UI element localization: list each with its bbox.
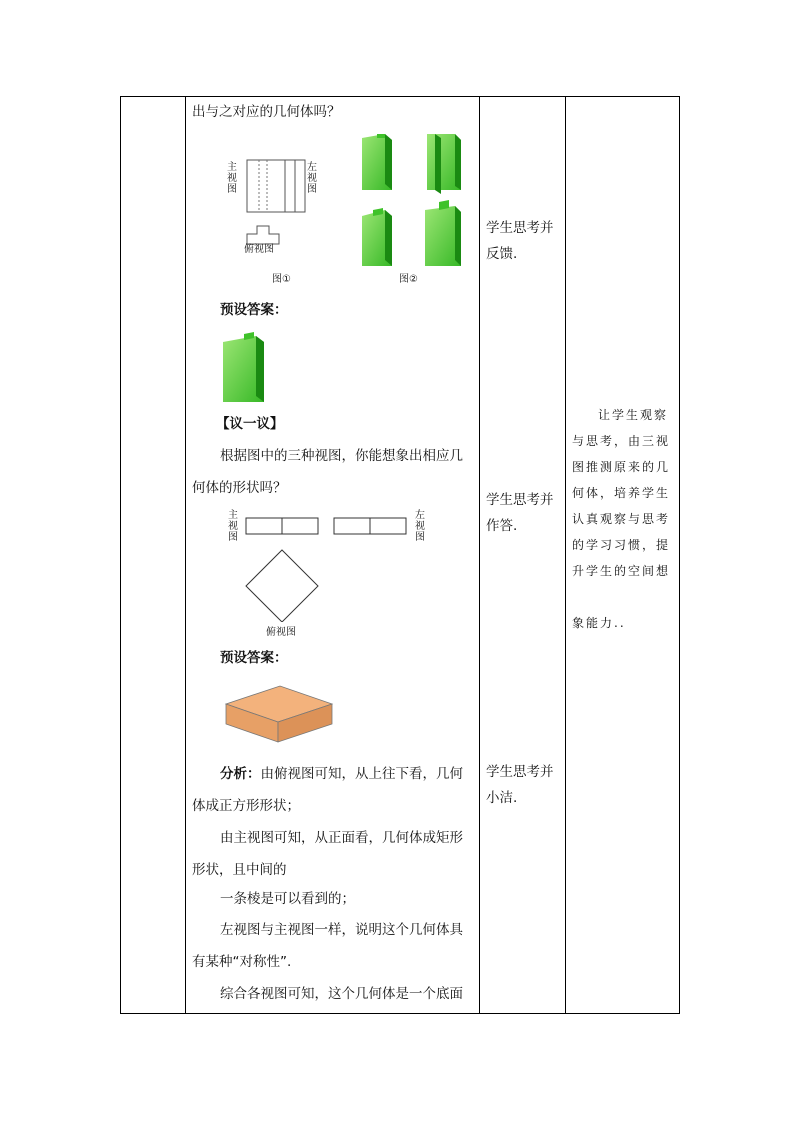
answer-solid <box>220 330 270 405</box>
intent-line4: 何体，培养学生 <box>572 486 671 500</box>
fig3-left-label: 左视图 <box>415 510 425 543</box>
figure-2-solids <box>355 128 475 273</box>
intent-line7: 升学生的空间想 <box>572 564 671 578</box>
column-divider <box>565 97 566 1013</box>
discuss-heading: 【议一议】 <box>216 416 284 432</box>
figure-3-views <box>240 512 420 622</box>
preset-answer-1: 预设答案： <box>220 302 288 318</box>
intent-line2: 与思考，由三视 <box>572 434 671 448</box>
fig3-top-label: 俯视图 <box>266 627 296 638</box>
fig2-caption: 图② <box>399 274 418 285</box>
intro-line: 出与之对应的几何体吗？ <box>192 104 341 120</box>
analysis-line4: 形状，且中间的 <box>192 862 287 878</box>
analysis-line8: 综合各视图可知，这个几何体是一个底面 <box>220 986 463 1002</box>
top-view-shape <box>247 226 279 244</box>
analysis-text: 由俯视图可知，从上往下看，几何 <box>260 766 463 782</box>
student-activity-2a: 学生思考并 <box>486 492 554 508</box>
analysis-line7: 有某种“对称性”. <box>192 954 292 970</box>
analysis-line1 <box>220 762 463 786</box>
analysis-line6: 左视图与主视图一样，说明这个几何体具 <box>220 922 463 938</box>
intent-line8: 象能力.. <box>572 616 626 630</box>
analysis-line3: 由主视图可知，从正面看，几何体成矩形 <box>220 830 463 846</box>
fig1-top-label: 俯视图 <box>244 244 274 255</box>
analysis-line2: 体成正方形形状； <box>192 798 300 814</box>
fig3-main-label: 主视图 <box>228 510 238 543</box>
top-view-square <box>246 550 318 622</box>
student-activity-1a: 学生思考并 <box>486 220 554 236</box>
column-divider <box>185 97 186 1013</box>
fig1-main-label: 主视图 <box>227 162 237 195</box>
analysis-line5: 一条棱是可以看到的； <box>220 891 355 907</box>
intent-line6: 的学习习惯，提 <box>572 538 671 552</box>
student-activity-2b: 作答. <box>486 518 518 534</box>
main-view-rect <box>247 160 285 212</box>
intent-line5: 认真观察与思考 <box>572 512 671 526</box>
fig1-left-label: 左视图 <box>307 162 317 195</box>
column-divider <box>479 97 480 1013</box>
analysis-label: 分析： <box>220 766 261 782</box>
answer-box <box>222 682 337 744</box>
discuss-question-line2: 何体的形状吗？ <box>192 480 287 496</box>
student-activity-3a: 学生思考并 <box>486 764 554 780</box>
discuss-question-line1: 根据图中的三种视图，你能想象出相应几 <box>220 448 463 464</box>
fig1-caption: 图① <box>272 274 291 285</box>
intent-line1: 让学生观察 <box>598 408 669 422</box>
student-activity-1b: 反馈. <box>486 246 518 262</box>
intent-line3: 图推测原来的几 <box>572 460 671 474</box>
student-activity-3b: 小洁. <box>486 790 518 806</box>
preset-answer-2: 预设答案： <box>220 650 288 666</box>
